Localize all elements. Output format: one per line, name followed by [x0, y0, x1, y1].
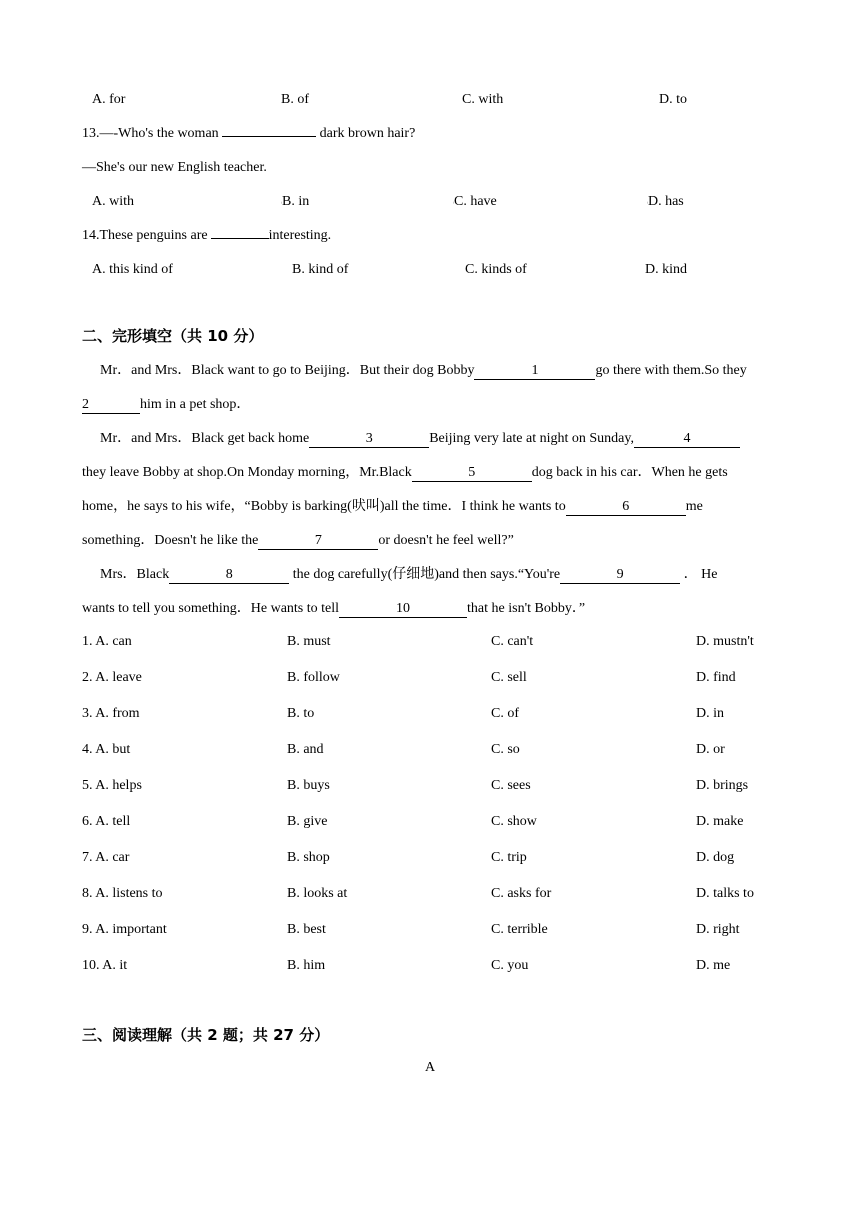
- cloze-q7-option-d: D. dog: [696, 850, 735, 865]
- cloze-q7-option-c: C. trip: [491, 850, 527, 865]
- cloze-q6-option-a: 6. A. tell: [82, 814, 131, 829]
- cloze-q5-option-d: D. brings: [696, 778, 749, 793]
- passage-p1-line2: 2 him in a pet shop．: [82, 397, 251, 412]
- q12-option-c: C. with: [462, 92, 504, 107]
- q14-suffix: interesting.: [268, 228, 332, 243]
- cloze-q7-option-a: 7. A. car: [82, 850, 130, 865]
- cloze-q2-option-c: C. sell: [491, 670, 527, 685]
- cloze-q10-option-a: 10. A. it: [82, 958, 128, 973]
- q13-answer-line: —She's our new English teacher.: [82, 160, 267, 175]
- cloze-q10-option-c: C. you: [491, 958, 529, 973]
- cloze-q8-option-d: D. talks to: [696, 886, 754, 901]
- q13-option-b: ᵢB. in: [281, 194, 310, 210]
- passage-p2-line3: home，he says to his wife，“Bobby is barking(吠叫)all the time．I think he wants to 6 me: [82, 499, 703, 514]
- cloze-q8-option-c: C. asks for: [491, 886, 552, 901]
- cloze-q9-option-d: D. right: [696, 922, 740, 937]
- cloze-q4-option-a: 4. A. but: [82, 742, 131, 757]
- blank-2: 2: [82, 397, 140, 414]
- cloze-q1-option-c: C. can't: [491, 634, 534, 649]
- blank-1: 1: [474, 363, 595, 380]
- cloze-q2-option-a: 2. A. leave: [82, 670, 142, 685]
- cloze-q4-option-b: B. and: [287, 742, 324, 757]
- q13-option-a: A. with: [92, 194, 134, 209]
- cloze-q3-option-d: D. in: [696, 706, 724, 721]
- cloze-q5-option-c: C. sees: [491, 778, 531, 793]
- cloze-q4-option-c: C. so: [491, 742, 520, 757]
- cloze-q8-option-b: B. looks at: [287, 886, 348, 901]
- cloze-q5-option-b: B. buys: [287, 778, 330, 793]
- q14-blank: [211, 238, 269, 239]
- cloze-q6-option-d: D. make: [696, 814, 744, 829]
- blank-5: 5: [412, 465, 532, 482]
- blank-7: 7: [258, 533, 378, 550]
- cloze-q7-option-b: B. shop: [287, 850, 330, 865]
- cloze-q9-option-b: B. best: [287, 922, 326, 937]
- cloze-q5-option-a: 5. A. helps: [82, 778, 142, 793]
- q13-question: [82, 125, 415, 143]
- q12-option-a: A. for: [92, 92, 126, 107]
- q12-option-b: B. of: [281, 92, 309, 107]
- passage-p2-line4: something．Doesn't he like the 7 or doesn't he feel well?”: [82, 533, 514, 548]
- cloze-q2-option-b: B. follow: [287, 670, 340, 685]
- cloze-q9-option-a: 9. A. important: [82, 922, 167, 937]
- cloze-q2-option-d: D. find: [696, 670, 736, 685]
- q13-suffix: dark brown hair?: [319, 126, 416, 141]
- cloze-q3-option-c: C. of: [491, 706, 519, 721]
- cloze-q10-option-b: B. him: [287, 958, 326, 973]
- passage-p2-line1: Mr．and Mrs．Black get back home 3 Beijing very late at night on Sunday, 4: [100, 430, 740, 448]
- blank-4: 4: [634, 431, 740, 448]
- section2-title: 二、完形填空（共 10 分）: [82, 327, 264, 345]
- cloze-q1-option-d: D. mustn't: [696, 634, 754, 649]
- cloze-q9-option-c: C. terrible: [491, 922, 548, 937]
- q13-prefix: 13.—-Who's the woman: [82, 126, 219, 141]
- cloze-q6-option-c: C. show: [491, 814, 537, 829]
- blank-3: 3: [309, 431, 429, 448]
- q14-question: [82, 227, 331, 245]
- q14-option-a: A. this kind of: [92, 262, 173, 277]
- cloze-q3-option-a: 3. A. from: [82, 706, 140, 721]
- q14-option-d: D. kind: [645, 262, 687, 277]
- section3-title: 三、阅读理解（共 2 题；共 27 分）: [82, 1026, 330, 1044]
- q14-option-b: B. kind of: [292, 262, 349, 277]
- q13-mark: ᵢ: [453, 199, 454, 205]
- q13-option-d: ᵢD. has: [647, 194, 684, 210]
- cloze-q6-option-b: B. give: [287, 814, 328, 829]
- q14-option-c: C. kinds of: [465, 262, 527, 277]
- q14-prefix: 14.These penguins are: [82, 228, 208, 243]
- q12-option-d: D. to: [659, 92, 687, 107]
- section3-subtitle: A: [424, 1060, 436, 1075]
- passage-p3-line2: wants to tell you something．He wants to tell 10 that he isn't Bobby．”: [82, 601, 586, 616]
- blank-10: 10: [339, 601, 467, 618]
- passage-p2-line2: they leave Bobby at shop.On Monday morning，Mr.Black 5 dog back in his car．When he gets: [82, 465, 728, 480]
- blank-9: 9: [560, 567, 680, 584]
- cloze-q1-option-b: B. must: [287, 634, 331, 649]
- passage-p3-line1: Mrs．Black 8 the dog carefully(仔细地)and then says.“You're 9 ． He: [100, 567, 718, 582]
- cloze-q4-option-d: D. or: [696, 742, 725, 757]
- cloze-q8-option-a: 8. A. listens to: [82, 886, 163, 901]
- cloze-q10-option-d: D. me: [696, 958, 731, 973]
- blank-6: 6: [566, 499, 686, 516]
- passage-p1-line1: Mr．and Mrs．Black want to go to Beijing．But their dog Bobby 1 go there with them.So they: [100, 363, 747, 378]
- blank-8: 8: [169, 567, 289, 584]
- cloze-q1-option-a: 1. A. can: [82, 634, 132, 649]
- q13-blank: [222, 136, 316, 137]
- q13-mark: ᵢ: [647, 199, 648, 205]
- q13-option-c: ᵢC. have: [453, 194, 497, 210]
- q13-mark: ᵢ: [281, 199, 282, 205]
- cloze-q3-option-b: B. to: [287, 706, 315, 721]
